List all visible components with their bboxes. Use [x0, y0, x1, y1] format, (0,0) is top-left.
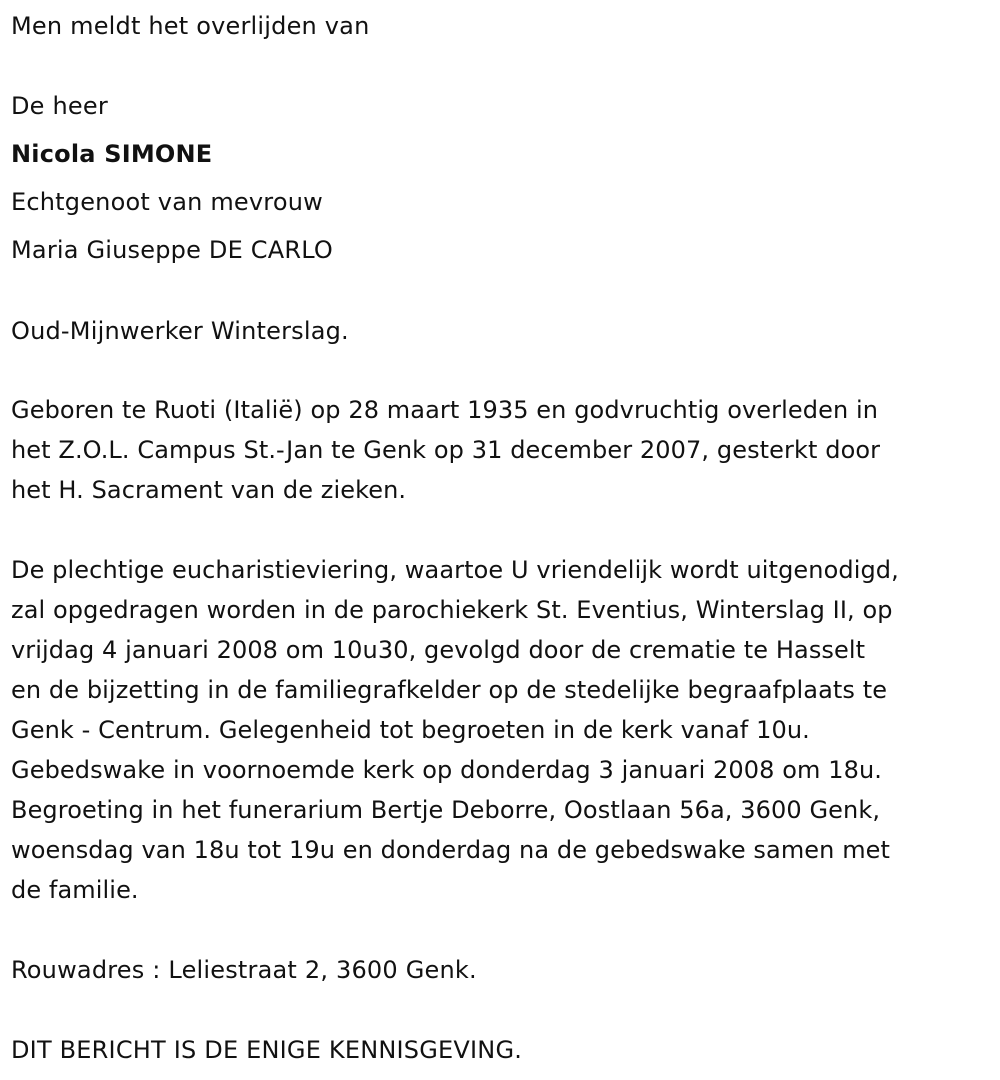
birth-death-line: het Z.O.L. Campus St.-Jan te Genk op 31 december 2007, gesterkt door	[11, 436, 881, 464]
ceremony-line: woensdag van 18u tot 19u en donderdag na de gebedswake samen met	[11, 836, 891, 864]
intro-text: Men meldt het overlijden van	[11, 12, 370, 40]
spouse-label: Echtgenoot van mevrouw	[11, 188, 323, 216]
ceremony-line: zal opgedragen worden in de parochiekerk St. Eventius, Winterslag II, op	[11, 596, 893, 624]
birth-death-paragraph	[11, 390, 996, 510]
ceremony-line: de familie.	[11, 876, 139, 904]
mourning-address: Rouwadres : Leliestraat 2, 3600 Genk.	[11, 956, 477, 984]
deceased-name: Nicola SIMONE	[11, 140, 213, 168]
notice-text: DIT BERICHT IS DE ENIGE KENNISGEVING.	[11, 1036, 523, 1064]
ceremony-paragraph	[11, 550, 996, 910]
ceremony-line: Begroeting in het funerarium Bertje Deborre, Oostlaan 56a, 3600 Genk,	[11, 796, 881, 824]
ceremony-line: Genk - Centrum. Gelegenheid tot begroeten in de kerk vanaf 10u.	[11, 716, 810, 744]
birth-death-line: het H. Sacrament van de zieken.	[11, 476, 407, 504]
occupation-text: Oud-Mijnwerker Winterslag.	[11, 317, 349, 345]
spouse-name: Maria Giuseppe DE CARLO	[11, 236, 334, 264]
ceremony-line: en de bijzetting in de familiegrafkelder op de stedelijke begraafplaats te	[11, 676, 888, 704]
ceremony-line: vrijdag 4 januari 2008 om 10u30, gevolgd door de crematie te Hasselt	[11, 636, 866, 664]
birth-death-line: Geboren te Ruoti (Italië) op 28 maart 1935 en godvruchtig overleden in	[11, 396, 879, 424]
ceremony-line: De plechtige eucharistieviering, waartoe U vriendelijk wordt uitgenodigd,	[11, 556, 899, 584]
ceremony-line: Gebedswake in voornoemde kerk op donderdag 3 januari 2008 om 18u.	[11, 756, 883, 784]
salutation-text: De heer	[11, 92, 108, 120]
